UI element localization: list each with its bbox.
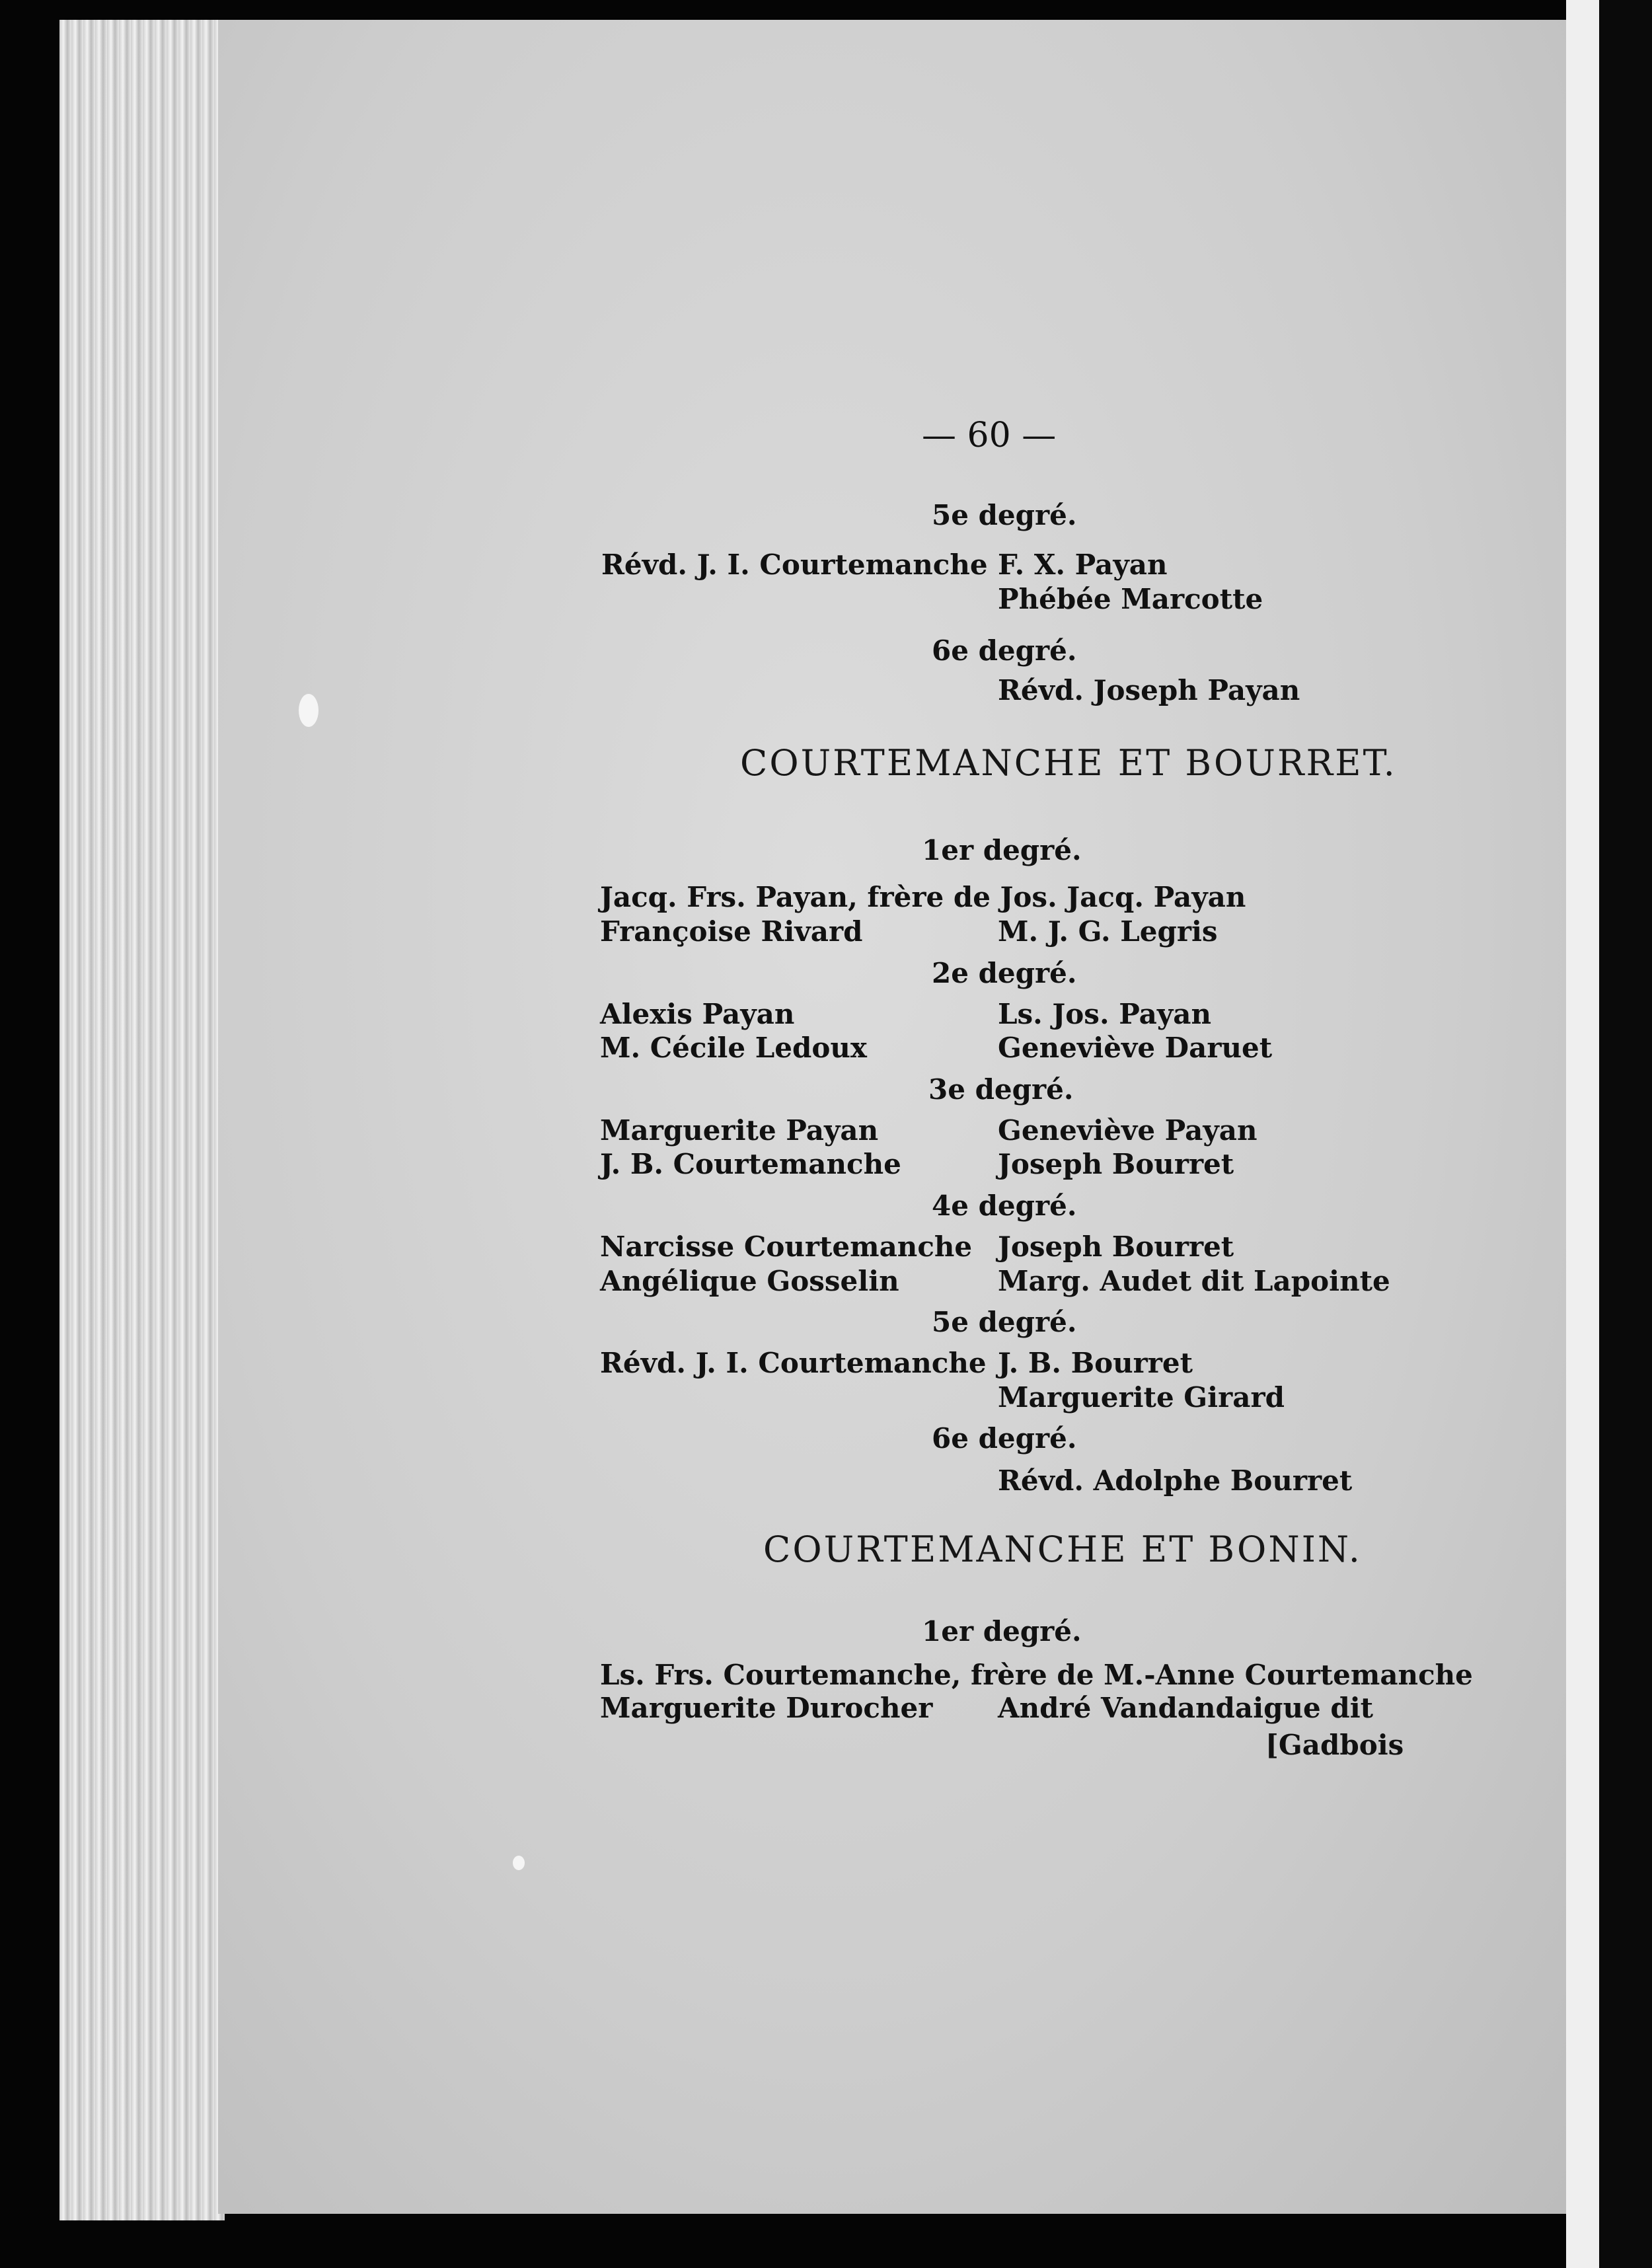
page-number: — 60 —: [922, 416, 1057, 455]
degree-heading: 6e degré.: [932, 634, 1077, 667]
genealogy-left: Alexis Payan: [600, 998, 795, 1030]
section-title: COURTEMANCHE ET BONIN.: [763, 1529, 1362, 1570]
genealogy-right: André Vandandaigue dit: [998, 1692, 1374, 1724]
degree-heading: 1er degré.: [922, 834, 1082, 866]
genealogy-left: J. B. Courtemanche: [600, 1148, 901, 1180]
genealogy-right: [Gadbois: [1265, 1729, 1404, 1761]
genealogy-left: Angélique Gosselin: [600, 1265, 899, 1297]
book-edge: [59, 20, 225, 2220]
page-sheet: [218, 20, 1566, 2214]
degree-heading: 2e degré.: [932, 957, 1077, 989]
genealogy-right: Marguerite Girard: [998, 1381, 1285, 1414]
genealogy-right: M. J. G. Legris: [998, 915, 1218, 948]
genealogy-right: Joseph Bourret: [998, 1148, 1234, 1180]
genealogy-right: Joseph Bourret: [998, 1230, 1234, 1263]
section-title: COURTEMANCHE ET BOURRET.: [740, 742, 1397, 784]
genealogy-left: M. Cécile Ledoux: [600, 1032, 867, 1064]
right-margin-band: [1566, 0, 1599, 2268]
degree-heading: 3e degré.: [928, 1073, 1074, 1106]
genealogy-line: Jacq. Frs. Payan, frère de Jos. Jacq. Payan: [600, 881, 1246, 913]
degree-heading: 4e degré.: [932, 1190, 1077, 1222]
degree-heading: 6e degré.: [932, 1422, 1077, 1455]
genealogy-right: Révd. Joseph Payan: [998, 674, 1300, 706]
genealogy-right: Phébée Marcotte: [998, 583, 1263, 615]
genealogy-right: Révd. Adolphe Bourret: [998, 1464, 1353, 1497]
genealogy-left: Françoise Rivard: [600, 915, 863, 948]
genealogy-left: Révd. J. I. Courtemanche: [601, 548, 988, 581]
genealogy-right: Geneviève Daruet: [998, 1032, 1273, 1064]
genealogy-left: Marguerite Payan: [600, 1114, 879, 1147]
degree-heading: 5e degré.: [932, 499, 1077, 531]
degree-heading: 5e degré.: [932, 1306, 1077, 1338]
genealogy-line: Ls. Frs. Courtemanche, frère de M.-Anne Courtemanche: [600, 1659, 1473, 1691]
paper-spot: [513, 1856, 525, 1870]
genealogy-right: F. X. Payan: [998, 548, 1168, 581]
right-dark-border: [1599, 0, 1652, 2268]
genealogy-left: Révd. J. I. Courtemanche: [600, 1347, 987, 1379]
genealogy-right: Ls. Jos. Payan: [998, 998, 1212, 1030]
genealogy-left: Marguerite Durocher: [600, 1692, 933, 1724]
genealogy-right: Geneviève Payan: [998, 1114, 1258, 1147]
genealogy-right: Marg. Audet dit Lapointe: [998, 1265, 1390, 1297]
genealogy-left: Narcisse Courtemanche: [600, 1230, 973, 1263]
degree-heading: 1er degré.: [922, 1615, 1082, 1647]
paper-spot: [299, 694, 319, 727]
genealogy-right: J. B. Bourret: [998, 1347, 1193, 1379]
